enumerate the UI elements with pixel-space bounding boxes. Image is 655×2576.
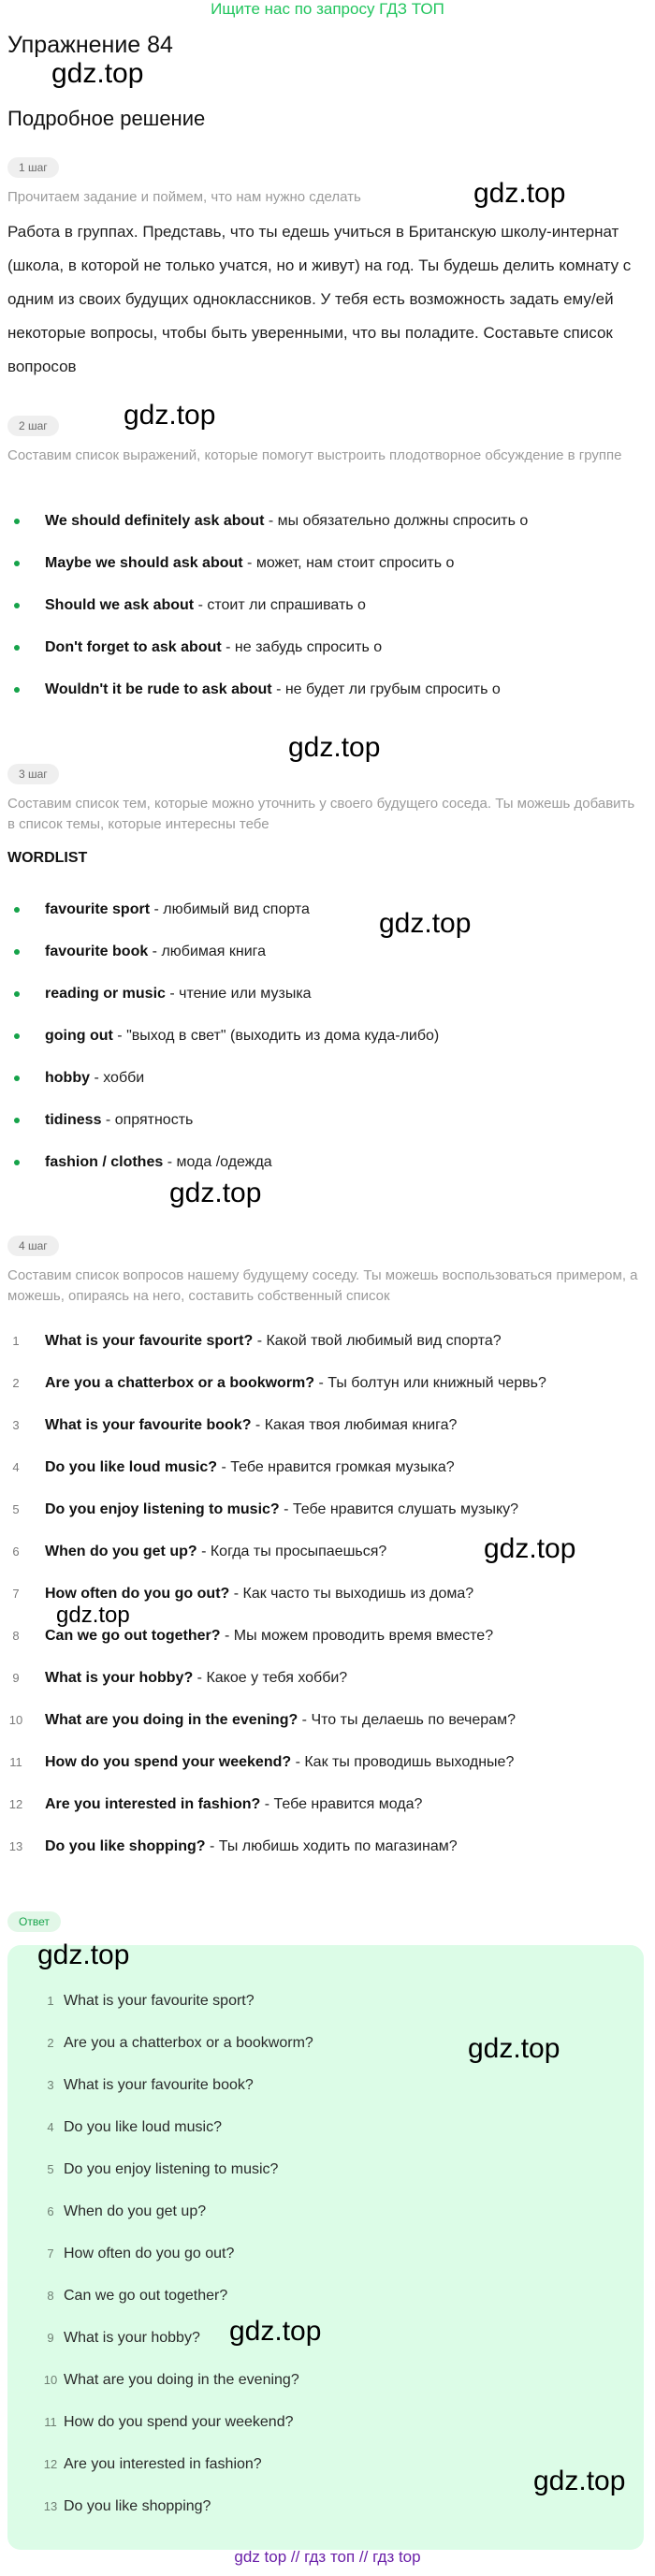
question-ru: - Когда ты просыпаешься? [196,1544,387,1559]
item-number: 13 [43,2499,58,2513]
question-en: What is your favourite sport? [45,1333,254,1349]
answer-text: When do you get up? [64,2203,207,2219]
item-number: 9 [12,1671,20,1685]
item-number: 3 [12,1418,20,1432]
bullet-dot [14,645,20,651]
word-en: tidiness [45,1112,102,1128]
list-item [7,2368,644,2393]
list-item [7,2158,644,2182]
item-number: 1 [12,1334,20,1348]
watermark: gdz.top [37,1939,130,1970]
question-ru: - Как часто ты выходишь из дома? [229,1586,474,1602]
phrase-ru: - не забудь спросить о [221,639,383,655]
list-item [7,2200,644,2224]
list-item [0,1793,655,1817]
bullet-dot [14,949,20,955]
watermark: gdz.top [56,1603,130,1628]
item-number: 9 [47,2331,54,2345]
word-ru: - "выход в свет" (выходить из дома куда-либо) [112,1028,440,1044]
bullet-dot [14,1160,20,1165]
bullet-dot [14,1118,20,1123]
list-item [7,2242,644,2266]
bullet-dot [14,603,20,608]
list-item [0,1329,655,1354]
watermark: gdz.top [533,2466,626,2496]
item-number: 13 [8,1839,23,1853]
answer-text: What is your hobby? [64,2330,200,2346]
step-4-badge: 4 шаг [7,1236,59,1256]
word-ru: - хобби [90,1070,145,1086]
bullet-dot [14,991,20,997]
list-item [0,678,655,702]
question-ru: - Ты болтун или книжный червь? [314,1375,546,1391]
watermark: gdz.top [229,2316,322,2347]
question-en: What is your hobby? [45,1670,194,1686]
item-number: 11 [9,1755,22,1769]
list-item [0,1835,655,1859]
step-2-hint: Составим список выражений, которые помогут выстроить плодотворное обсуждение в группе [7,447,622,463]
list-item [7,2326,644,2350]
list-item [0,551,655,576]
bullet-dot [14,907,20,913]
step-4-hint: Составим список вопросов нашему будущему соседу. Ты можешь воспользоваться примером, а можешь, опираясь на него, составить собственный список [7,1267,638,1304]
question-en: What is your favourite book? [45,1417,252,1433]
word-en: fashion / clothes [45,1154,164,1170]
phrase-en: Don't forget to ask about [45,639,222,655]
item-number: 5 [12,1502,20,1516]
answer-text: Are you a chatterbox or a bookworm? [64,2035,313,2051]
answer-text: What is your favourite sport? [64,1993,255,2009]
watermark: gdz.top [169,1178,262,1208]
question-ru: - Какая твоя любимая книга? [251,1417,458,1433]
list-item [0,1108,655,1133]
answer-badge: Ответ [7,1911,61,1932]
item-number: 2 [12,1376,20,1390]
word-en: favourite sport [45,901,151,917]
item-number: 10 [43,2373,58,2387]
watermark: gdz.top [379,908,472,939]
item-number: 8 [47,2289,54,2303]
item-number: 11 [44,2415,57,2429]
question-ru: - Что ты делаешь по вечерам? [298,1712,516,1728]
watermark: gdz.top [473,178,566,209]
item-number: 6 [47,2204,54,2218]
word-ru: - любимый вид спорта [150,901,310,917]
word-en: hobby [45,1070,90,1086]
item-number: 7 [12,1587,20,1601]
bullet-dot [14,1033,20,1039]
question-ru: - Тебе нравится слушать музыку? [279,1501,519,1517]
list-item [0,1413,655,1438]
step-2-badge: 2 шаг [7,416,59,436]
step-1-badge: 1 шаг [7,157,59,178]
list-item [0,1150,655,1175]
answer-text: Can we go out together? [64,2288,228,2304]
list-item [0,1498,655,1522]
question-en: Do you like shopping? [45,1838,206,1854]
word-ru: - опрятность [101,1112,194,1128]
item-number: 4 [12,1460,20,1474]
watermark: gdz.top [124,400,216,431]
list-item [7,2115,644,2140]
watermark: gdz.top [468,2033,560,2064]
phrase-ru: - может, нам стоит спросить о [242,555,455,571]
phrase-en: Wouldn't it be rude to ask about [45,681,272,697]
word-ru: - любимая книга [148,944,267,959]
word-ru: - чтение или музыка [165,986,312,1002]
step-3-badge: 3 шаг [7,764,59,784]
phrase-en: Should we ask about [45,597,195,613]
question-en: Do you like loud music? [45,1459,218,1475]
list-item [0,636,655,660]
item-number: 2 [47,2036,54,2050]
phrase-ru: - стоит ли спрашивать о [194,597,366,613]
bullet-dot [14,687,20,693]
item-number: 12 [43,2457,58,2471]
list-item [0,1371,655,1396]
list-item [7,2495,644,2519]
answer-text: Do you enjoy listening to music? [64,2161,279,2177]
list-item [0,1024,655,1048]
list-item [7,2284,644,2308]
item-number: 1 [47,1994,54,2008]
list-item [0,1708,655,1733]
list-item [7,1989,644,2013]
question-en: How often do you go out? [45,1586,230,1602]
question-ru: - Мы можем проводить время вместе? [220,1628,494,1644]
bullet-dot [14,519,20,524]
task-text: Работа в группах. Представь, что ты едешь учиться в Британскую школу-интернат (школа, в которой не только учатся, но и живут) на год. Ты будешь делить комнату с одним из своих будущих одноклассников. У тебя есть возможность задать ему/ей некоторые вопросы, чтобы быть уверенными, что вы поладите. Составьте список вопросов [7,223,632,375]
watermark: gdz.top [51,58,144,89]
phrase-en: Maybe we should ask about [45,555,243,571]
question-ru: - Ты любишь ходить по магазинам? [205,1838,458,1854]
list-item [0,1066,655,1090]
bullet-dot [14,561,20,566]
top-banner[interactable]: Ищите нас по запросу ГДЗ ТОП [211,0,444,18]
list-item [0,1456,655,1480]
answer-text: Are you interested in fashion? [64,2456,262,2472]
item-number: 4 [47,2120,54,2134]
item-number: 5 [47,2162,54,2176]
watermark: gdz.top [288,732,381,763]
item-number: 12 [8,1797,23,1811]
question-ru: - Тебе нравится громкая музыка? [217,1459,455,1475]
step-3-hint: Составим список тем, которые можно уточнить у своего будущего соседа. Ты можешь добавить в список темы, которые интересны тебе [7,796,635,832]
question-ru: - Как ты проводишь выходные? [291,1754,515,1770]
answer-text: What are you doing in the evening? [64,2372,299,2388]
phrase-en: We should definitely ask about [45,513,265,529]
list-item [7,2410,644,2435]
list-item [0,509,655,534]
question-en: When do you get up? [45,1544,197,1559]
question-en: How do you spend your weekend? [45,1754,292,1770]
list-item [0,1666,655,1690]
bullet-dot [14,1076,20,1081]
step-1-hint: Прочитаем задание и поймем, что нам нужно сделать [7,189,361,205]
answer-text: How often do you go out? [64,2246,235,2261]
question-ru: - Тебе нравится мода? [260,1796,423,1812]
watermark: gdz.top [484,1533,576,1564]
phrase-ru: - мы обязательно должны спросить о [264,513,529,529]
item-number: 8 [12,1629,20,1643]
word-ru: - мода /одежда [163,1154,272,1170]
answer-text: What is your favourite book? [64,2077,254,2093]
item-number: 3 [47,2078,54,2092]
list-item [0,593,655,618]
list-item [7,2073,644,2098]
answer-text: Do you like loud music? [64,2119,222,2135]
question-en: Are you interested in fashion? [45,1796,261,1812]
phrase-ru: - не будет ли грубым спросить о [271,681,501,697]
question-en: Are you a chatterbox or a bookworm? [45,1375,315,1391]
list-item [0,940,655,964]
word-en: reading or music [45,986,166,1002]
item-number: 6 [12,1544,20,1559]
question-en: Can we go out together? [45,1628,221,1644]
footer-links[interactable]: gdz top // гдз топ // гдз top [234,2548,421,2566]
question-ru: - Какой твой любимый вид спорта? [253,1333,502,1349]
list-item [0,982,655,1006]
answer-text: How do you spend your weekend? [64,2414,294,2430]
question-ru: - Какое у тебя хобби? [193,1670,348,1686]
word-en: favourite book [45,944,149,959]
question-en: What are you doing in the evening? [45,1712,298,1728]
word-en: going out [45,1028,113,1044]
item-number: 10 [8,1713,23,1727]
section-title: Подробное решение [7,107,206,130]
item-number: 7 [47,2247,54,2261]
question-en: Do you enjoy listening to music? [45,1501,280,1517]
list-item [0,1750,655,1775]
list-item [0,898,655,922]
exercise-title: Упражнение 84 [7,32,173,58]
wordlist-heading: WORDLIST [7,850,88,866]
answer-text: Do you like shopping? [64,2498,211,2514]
